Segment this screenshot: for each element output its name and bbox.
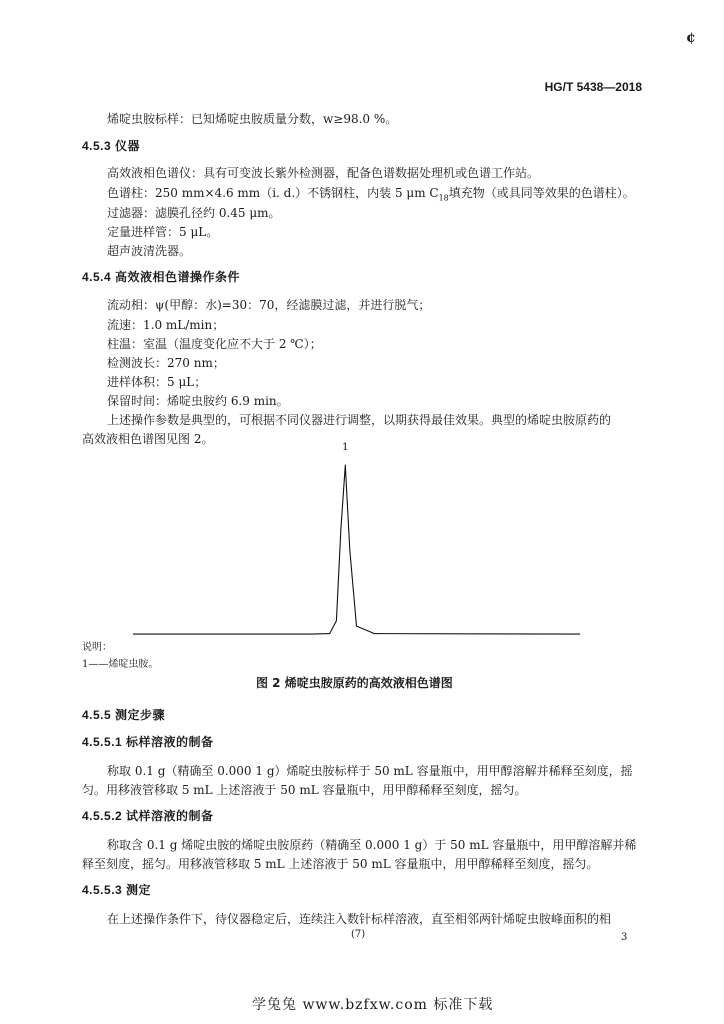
mobile-phase-text: 流动相：ψ(甲醇：水)=30：70，经滤膜过滤，并进行脱气； <box>107 298 431 312</box>
column-subscript: 18 <box>438 193 449 203</box>
ref-standard-text: 烯啶虫胺标样：已知烯啶虫胺质量分数，w≥98.0 %。 <box>107 112 398 126</box>
column-text-a: 色谱柱：250 mm×4.6 mm（i. d.）不锈钢柱，内装 5 μm C <box>107 186 439 200</box>
wavelength-text: 检测波长：270 nm； <box>107 356 225 370</box>
footer-watermark: 学兔兔 www.bzfxw.com 标准下载 <box>252 997 494 1013</box>
section-heading-4-5-4: 4.5.4 高效液相色谱操作条件 <box>82 270 241 284</box>
hplc-instrument-text: 高效液相色谱仪：具有可变波长紫外检测器，配备色谱数据处理机或色谱工作站。 <box>107 166 540 180</box>
section-heading-4-5-5-3: 4.5.5.3 测定 <box>82 883 152 897</box>
column-temp-text: 柱温：室温（温度变化应不大于 2 ℃）； <box>107 337 322 351</box>
section-heading-4-5-5: 4.5.5 测定步骤 <box>82 708 166 722</box>
determination-text: 在上述操作条件下，待仪器稳定后，连续注入数针标样溶液，直至相邻两针烯啶虫胺峰面积的相 <box>107 912 612 926</box>
page-number-outer: 3 <box>621 932 628 943</box>
column-text-b: 填充物（或具同等效果的色谱柱）。 <box>448 186 635 200</box>
figure-legend-title: 说明： <box>82 642 112 653</box>
loop-text: 定量进样管：5 μL。 <box>107 225 219 239</box>
chromatogram-trace-0 <box>133 465 580 634</box>
std-prep-line1: 称取 0.1 g（精确至 0.000 1 g）烯啶虫胺标样于 50 mL 容量瓶中，用甲醇溶解并稀释至刻度，摇 <box>107 764 633 778</box>
sample-prep-line2: 释至刻度，摇匀。用移液管移取 5 mL 上述溶液于 50 mL 容量瓶中，用甲醇稀释至刻度，摇匀。 <box>82 857 599 871</box>
figure-legend-item: 1——烯啶虫胺。 <box>82 659 159 670</box>
section-heading-4-5-5-1: 4.5.5.1 标样溶液的制备 <box>82 735 214 749</box>
std-prep-line2: 匀。用移液管移取 5 mL 上述溶液于 50 mL 容量瓶中，用甲醇稀释至刻度，摇匀。 <box>82 783 527 797</box>
page-number-inner: (7) <box>351 929 366 940</box>
filter-text: 过滤器：滤膜孔径约 0.45 μm。 <box>107 206 281 220</box>
peak-label-0: 1 <box>342 442 349 453</box>
sample-prep-line1: 称取含 0.1 g 烯啶虫胺的烯啶虫胺原药（精确至 0.000 1 g）于 50 mL 容量瓶中，用甲醇溶解并稀 <box>107 838 637 852</box>
injection-volume-text: 进样体积：5 μL； <box>107 375 207 389</box>
retention-time-text: 保留时间：烯啶虫胺约 6.9 min。 <box>107 394 289 408</box>
ultrasonic-text: 超声波清洗器。 <box>107 244 192 258</box>
note-text-line1: 上述操作参数是典型的，可根据不同仪器进行调整，以期获得最佳效果。典型的烯啶虫胺原药的 <box>107 413 612 427</box>
corner-scan-mark: ¢ <box>686 30 696 46</box>
figure-caption: 图 2 烯啶虫胺原药的高效液相色谱图 <box>256 676 453 690</box>
section-heading-4-5-5-2: 4.5.5.2 试样溶液的制备 <box>82 809 214 823</box>
note-text-line2: 高效液相色谱图见图 2。 <box>82 432 214 446</box>
flow-rate-text: 流速：1.0 mL/min； <box>107 318 225 332</box>
standard-code: HG/T 5438—2018 <box>544 80 642 94</box>
section-heading-4-5-3: 4.5.3 仪器 <box>82 139 141 153</box>
